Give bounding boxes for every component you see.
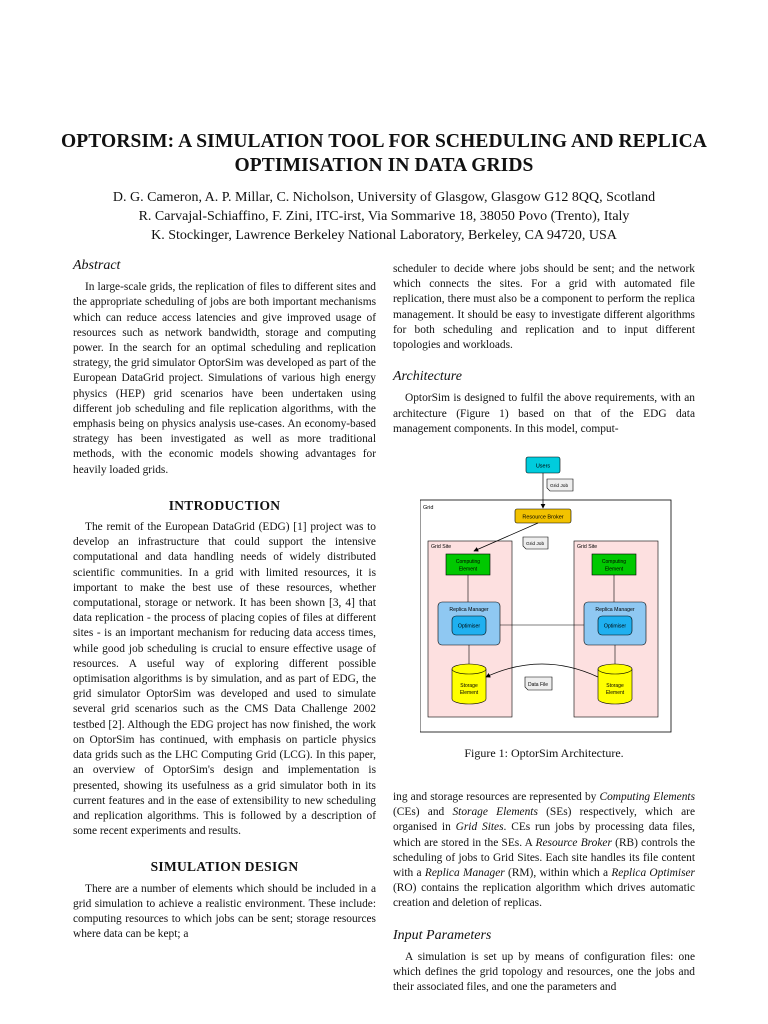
figure-caption: Figure 1: OptorSim Architecture. bbox=[464, 746, 624, 760]
storage-element-left-l2: Element bbox=[459, 690, 479, 696]
term-resource-broker: Resource Broker bbox=[535, 836, 612, 849]
resource-broker-label: Resource Broker bbox=[522, 514, 564, 521]
grid-site-left-label: Grid Site bbox=[431, 544, 452, 550]
optimiser-left-label: Optimiser bbox=[457, 623, 481, 630]
abstract-text: In large-scale grids, the replication of files to different sites and the appropriate scheduling of jobs are both important mechanisms which can reduce access latencies and give improved usage of resources such as network bandwidth, storage and computing power. In the search for an optimal scheduling and replication strategy, the grid simulator OptorSim was developed as part of the European DataGrid project. Simulations of various high energy physics (HEP) grid scenarios have been undertaken using different job scheduling and file replication algorithms, with the emphasis being on physics analysis use-cases. An economy-based strategy has been investigated as well as more traditional methods, with the economic models showing advantages for heavily loaded grids. bbox=[73, 281, 376, 476]
author-line-1: D. G. Cameron, A. P. Millar, C. Nicholson, University of Glasgow, Glasgow G12 8QQ, Scotland bbox=[112, 190, 656, 205]
storage-element-right-l2: Element bbox=[605, 690, 625, 696]
left-column bbox=[73, 258, 376, 948]
author-line-2: R. Carvajal-Schiaffino, F. Zini, ITC-irst, Via Sommarive 18, 38050 Povo (Trento), Italy bbox=[138, 209, 630, 224]
paper-title bbox=[40, 130, 728, 178]
term-computing-elements: Computing Elements bbox=[599, 791, 695, 803]
replica-manager-right-label: Replica Manager bbox=[595, 607, 635, 613]
computing-element-left-l1: Computing bbox=[455, 559, 481, 565]
optimiser-right-label: Optimiser bbox=[603, 623, 627, 630]
grid-site-right-label: Grid Site bbox=[577, 544, 598, 550]
author-line-3: K. Stockinger, Lawrence Berkeley National Laboratory, Berkeley, CA 94720, USA bbox=[151, 228, 617, 243]
title-line-1: OPTORSIM: A SIMULATION TOOL FOR SCHEDULING AND REPLICA bbox=[61, 131, 707, 152]
architecture-diagram bbox=[420, 455, 672, 735]
computing-element-right-l2: Element bbox=[604, 566, 624, 573]
simulation-design-text: There are a number of elements which should be included in a grid simulation to achieve a realistic environment. These include: computing resources to which jobs can be sent; storage resources where data can be kept; a bbox=[73, 882, 376, 941]
architecture-diagram-svg bbox=[420, 455, 672, 735]
scheduler-text: scheduler to decide where jobs should be sent; and the network which connects the sites. For a grid with automated file replication, there must also be a component to perform the replica management. It should be easy to investigate different algorithms for both scheduling and replication and to input different topologies and workloads. bbox=[393, 263, 695, 352]
data-file-label: Data File bbox=[528, 682, 549, 688]
right-column-bottom bbox=[393, 790, 695, 1001]
right-column-top bbox=[393, 262, 695, 443]
term-storage-elements: Storage Elements bbox=[452, 806, 538, 819]
grid-label: Grid bbox=[423, 505, 434, 511]
replica-manager-left-label: Replica Manager bbox=[449, 607, 489, 613]
simulation-design-heading: SIMULATION DESIGN bbox=[150, 859, 299, 875]
architecture-heading: Architecture bbox=[393, 369, 462, 385]
author-list bbox=[40, 188, 728, 245]
computing-element-right-l1: Computing bbox=[601, 559, 627, 565]
input-parameters-heading: Input Parameters bbox=[393, 927, 492, 943]
term-replica-optimiser: Replica Optimiser bbox=[611, 867, 695, 880]
input-parameters-text: A simulation is set up by means of configuration files: one which defines the grid topology and resources, one the jobs and their associated files, and one the parameters and bbox=[393, 950, 695, 994]
introduction-heading: INTRODUCTION bbox=[168, 497, 281, 513]
grid-job-label-top: Grid Job bbox=[550, 484, 569, 489]
term-grid-sites: Grid Sites bbox=[455, 821, 504, 834]
term-replica-manager: Replica Manager bbox=[424, 867, 505, 880]
architecture-continued-text: ing and storage resources are represented by Computing Elements (CEs) and Storage Elements (SEs) respectively, which are organised in Grid Sites. CEs run jobs by processing data files, which are stored in the SEs. A Resource Broker (RB) controls the scheduling of jobs to Grid Sites. Each site handles its file content with a Replica Manager (RM), within which a Replica Optimiser (RO) contains the replication algorithm which drives automatic creation and deletion of replicas. bbox=[393, 791, 696, 910]
title-line-2: OPTIMISATION IN DATA GRIDS bbox=[234, 155, 534, 176]
introduction-text: The remit of the European DataGrid (EDG) [1] project was to develop an infrastructure that could support the intensive computational and data handling needs of widely distributed scientific communities. In a grid with limited resources, it is important to make the best use of these resources, whether computational, storage or network. It has been shown [3, 4] that data replication - the process of placing copies of files at different sites - is an important mechanism for reducing data access times, while good job scheduling is crucial to ensure effective usage of resources. A useful way of exploring different possible optimisation algorithms is by simulation, and as part of EDG, the grid simulator OptorSim was developed and used to simulate several grid scenarios such as the CMS Data Challenge 2002 testbed [2]. Although the EDG project has now finished, the work on OptorSim has continued, with emphasis on particle physics data grids such as the LHC Computing Grid (LCG). In this paper, an overview of OptorSim's design and implementation is presented, showing its usefulness as a grid simulator both in its current features and in the ease of extensibility to new scheduling and replication algorithms. This is followed by a description of some recent experiments and results. bbox=[73, 521, 376, 838]
abstract-heading: Abstract bbox=[73, 258, 121, 273]
users-label: Users bbox=[535, 463, 551, 470]
computing-element-left-l2: Element bbox=[458, 566, 478, 573]
grid-job-label-mid: Grid Job bbox=[526, 542, 545, 547]
architecture-text: OptorSim is designed to fulfil the above requirements, with an architecture (Figure 1) based on that of the EDG data management components. In this model, comput- bbox=[393, 392, 695, 435]
storage-element-left-l1: Storage bbox=[460, 683, 478, 689]
storage-element-right-l1: Storage bbox=[606, 683, 624, 689]
